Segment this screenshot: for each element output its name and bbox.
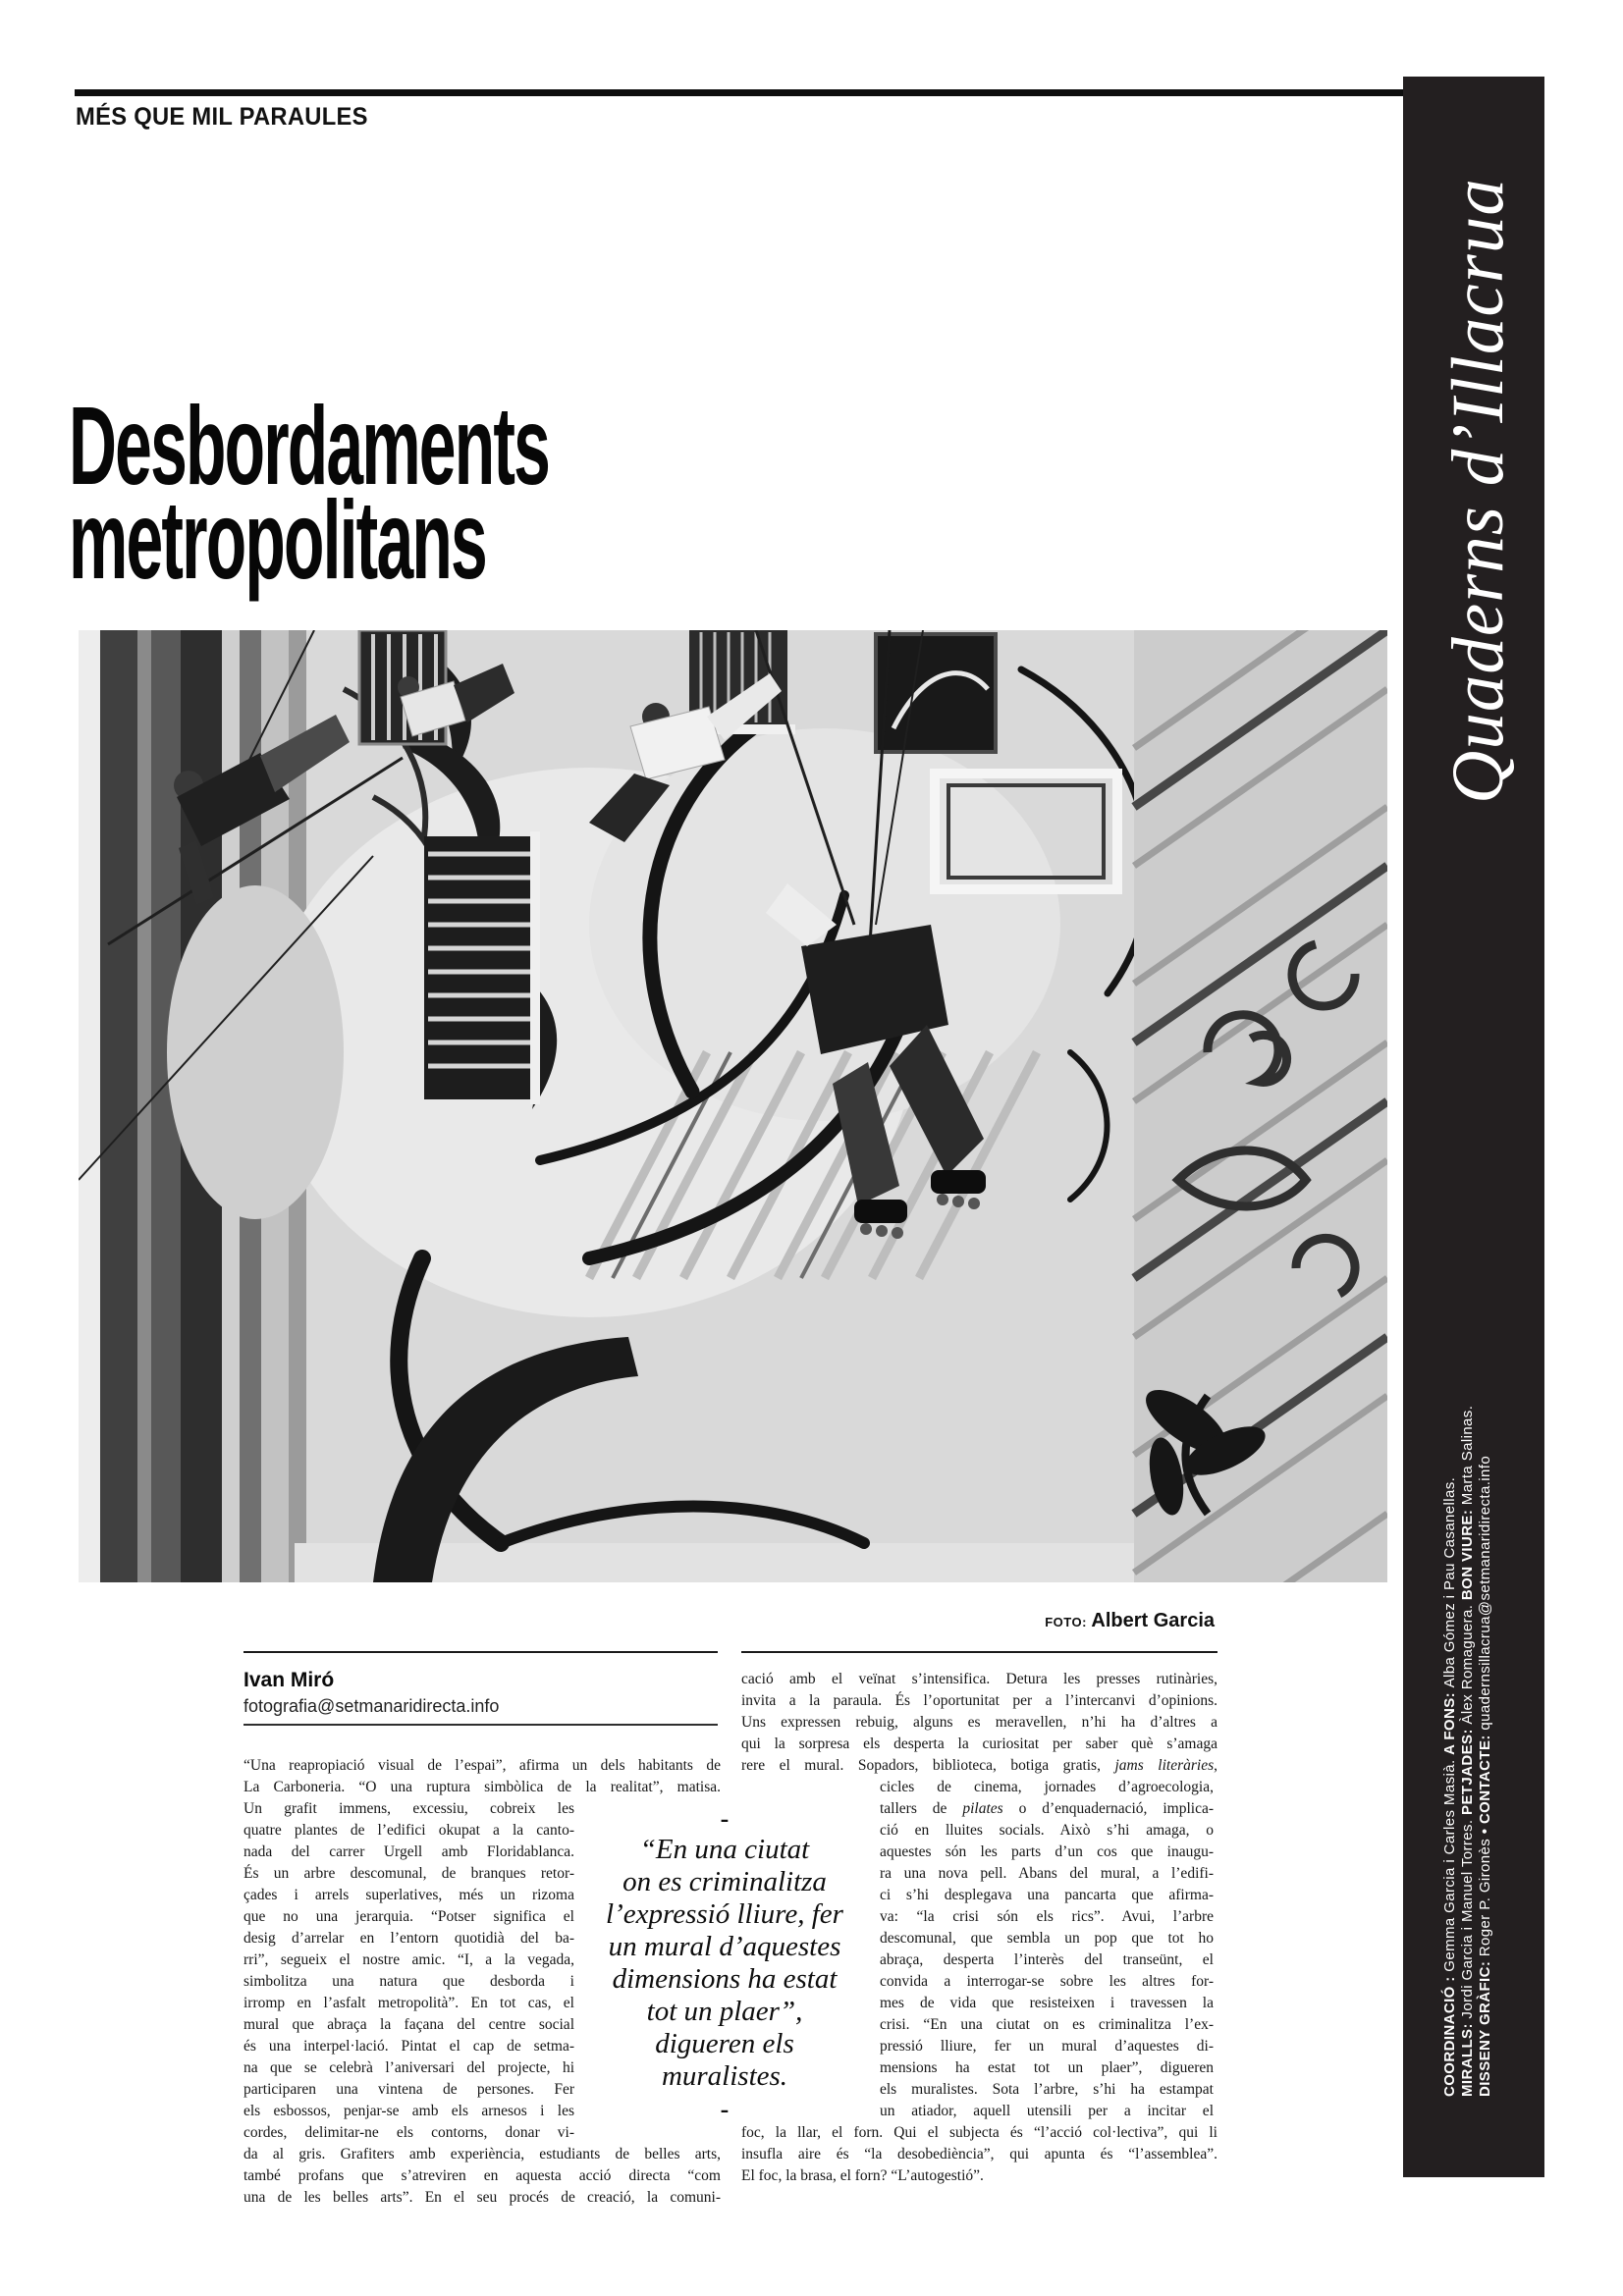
text-line: da al gris. Grafiters amb experiència, estudiants de belles arts,: [243, 2146, 721, 2163]
text-line: rri”, segueix el nostre amic. “I, a la vegada,: [243, 1951, 574, 1968]
text-line: ci s’hi desplegava una pancarta que afirma-: [880, 1887, 1214, 1903]
text-line: irromp en l’asfalt metropolità”. En tot cas, el: [243, 1995, 574, 2011]
text-line: també profans que s’atreviren en aquesta acció directa “com: [243, 2167, 721, 2184]
text-line: desig d’arrelar en l’entorn quotidià del ba-: [243, 1930, 574, 1947]
text-line: Un grafit immens, excessiu, cobreix les: [243, 1800, 574, 1817]
text-line: descomunal, que sembla un pop que tot ho: [880, 1930, 1214, 1947]
byline-bottom-rule: [243, 1724, 718, 1726]
text-line: digueren els: [655, 2028, 794, 2059]
text-line: aquestes són les parts d’un cos que inaugu-: [880, 1843, 1214, 1860]
text-line: tallers de pilates o d’enquadernació, implica-: [880, 1800, 1214, 1817]
byline-top-rule-right: [741, 1651, 1217, 1653]
text-line: ra una nova pell. Abans del mural, a l’edifi-: [880, 1865, 1214, 1882]
credit-line: DISSENY GRÀFIC: Roger P. Gironès • CONTACTE: quadernsillacrua@setmanaridirecta.info: [1477, 1455, 1493, 2097]
text-line: mural que abraça la façana del centre social: [243, 2016, 574, 2033]
text-line: nada del carrer Urgell amb Floridablanca.: [243, 1843, 574, 1860]
credit-line: COORDINACIÓ : Gemma Garcia i Carles Masià. A FONS: Alba Gómez i Pau Casanellas.: [1441, 1476, 1458, 2097]
headline: [69, 384, 550, 602]
text-line: va: “la crisi són els rics”. Avui, l’arbre: [880, 1908, 1214, 1925]
text-line: crisi. “En una ciutat on es criminalitza l’ex-: [880, 2016, 1214, 2033]
text-line: un atiador, aquell utensili per a incitar el: [880, 2103, 1214, 2119]
text-line: cordes, delimitar-ne els contorns, donar vi-: [243, 2124, 574, 2141]
pull-quote-dash-top: -: [720, 1804, 730, 1833]
text-line: és una interpel·lació. Pintat el cap de setma-: [243, 2038, 574, 2055]
left-column-top: [243, 1755, 721, 1798]
header-rule: [75, 89, 1403, 96]
byline-email: fotografia@setmanaridirecta.info: [243, 1696, 500, 1716]
pull-quote: [571, 1806, 878, 2122]
photo-credit-label: FOTO:: [1045, 1615, 1087, 1629]
text-line: Uns expressen rebuig, alguns es meravellen, n’hi ha d’altres a: [741, 1714, 1217, 1731]
text-line: foc, la llar, el forn. Qui el subjecta és “l’acció col·lectiva”, qui li: [741, 2124, 1217, 2141]
section-kicker: MÉS QUE MIL PARAULES: [76, 103, 368, 131]
text-line: cació amb el veïnat s’intensifica. Detura les presses rutinàries,: [741, 1671, 1217, 1687]
text-line: abraça, desperta l’interès del transeünt, el: [880, 1951, 1214, 1968]
pull-quote-text: [571, 1834, 878, 2093]
text-line: els esbossos, penjar-se amb els arnesos i les: [243, 2103, 574, 2119]
text-line: És un arbre descomunal, de branques retor-: [243, 1865, 574, 1882]
text-line: “Una reapropiació visual de l’espai”, afirma un dels habitants de: [243, 1757, 721, 1774]
photo-credit: [884, 1610, 1215, 1632]
text-line: participaren una vintena de persones. Fer: [243, 2081, 574, 2098]
right-column-top: [741, 1669, 1217, 1777]
text-line: na que se celebrà l’aniversari del projecte, hi: [243, 2059, 574, 2076]
pull-quote-dash-bottom: -: [720, 2095, 730, 2123]
mural-photo: [79, 630, 1387, 1582]
text-line: tot un plaer”,: [646, 1996, 803, 2027]
text-line: invita a la paraula. És l’oportunitat per a l’intercanvi d’opinions.: [741, 1692, 1217, 1709]
text-line: l’expressió lliure, fer: [606, 1898, 843, 1930]
right-column-bottom: [741, 2122, 1217, 2187]
text-line: ció en lluites socials. Això s’hi amaga, o: [880, 1822, 1214, 1839]
text-line: simbolitza una natura que desborda i: [243, 1973, 574, 1990]
right-column-narrow: [880, 1777, 1214, 2122]
mural-photo-illustration: [79, 630, 1387, 1582]
text-line: mes de vida que resisteixen i travessen la: [880, 1995, 1214, 2011]
text-line: pressió lliure, fer un mural d’aquestes di-: [880, 2038, 1214, 2055]
text-line: quatre plantes de l’edifici okupat a la canto-: [243, 1822, 574, 1839]
text-line: convida a interrogar-se sobre les altres for-: [880, 1973, 1214, 1990]
headline-line-1: Desbordaments: [69, 384, 550, 507]
text-line: çades i arrels superlatives, més un rizoma: [243, 1887, 574, 1903]
text-line: on es criminalitza: [622, 1866, 827, 1897]
text-line: una de les belles arts”. En el seu procés de creació, la comuni-: [243, 2189, 721, 2206]
left-column-narrow: [243, 1798, 574, 2144]
text-line: que no una jerarquia. “Potser significa el: [243, 1908, 574, 1925]
sidebar-title: Quaderns d’Illacrua: [1437, 178, 1519, 804]
text-line: “En una ciutat: [639, 1834, 810, 1865]
text-line: qui la sorpresa els desperta la curiositat per saber què s’amaga: [741, 1735, 1217, 1752]
sidebar-credits: [1441, 1253, 1498, 2097]
left-column-bottom: [243, 2144, 721, 2209]
text-line: dimensions ha estat: [612, 1963, 838, 1995]
byline-top-rule-left: [243, 1651, 718, 1653]
text-line: rere el mural. Sopadors, biblioteca, botiga gratis, jams literàries,: [741, 1757, 1217, 1774]
text-line: La Carboneria. “O una ruptura simbòlica de la realitat”, matisa.: [243, 1779, 721, 1795]
text-line: mensions ha estat tot un plaer”, digueren: [880, 2059, 1214, 2076]
text-line: cicles de cinema, jornades d’agroecologia,: [880, 1779, 1214, 1795]
text-line: els muralistes. Sota l’arbre, s’hi ha estampat: [880, 2081, 1214, 2098]
text-line: un mural d’aquestes: [608, 1931, 841, 1962]
byline-author: Ivan Miró: [243, 1669, 335, 1691]
headline-line-2: metropolitans: [69, 478, 486, 602]
text-line: El foc, la brasa, el forn? “L’autogestió”.: [741, 2167, 984, 2184]
photo-credit-name: Albert Garcia: [1091, 1610, 1215, 1631]
credit-line: MIRALLS: Jordi Garcia i Manuel Torres. PETJADES: Àlex Romaguera. BON VIURE: Marta Salinas.: [1459, 1405, 1476, 2097]
text-line: insufla aire és “la desobediència”, qui apunta és “l’assemblea”.: [741, 2146, 1217, 2163]
text-line: muralistes.: [661, 2060, 788, 2092]
